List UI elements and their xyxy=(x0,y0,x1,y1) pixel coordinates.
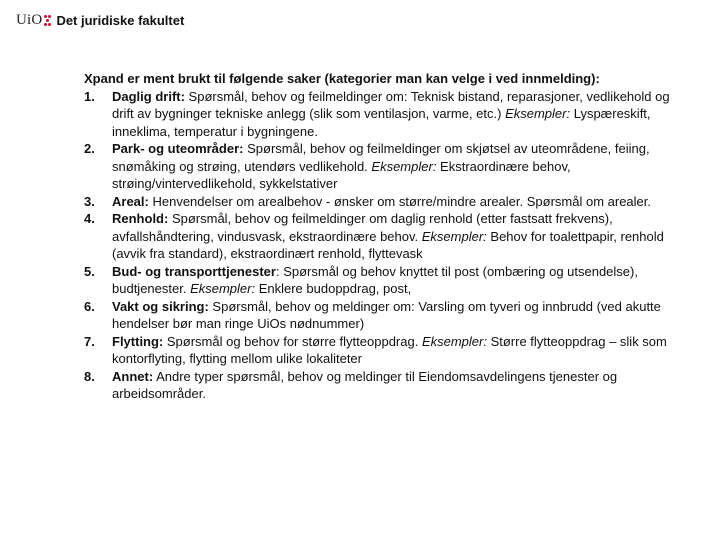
item-example-text: Lyspæreskift, inneklima, temperatur i bygningene. xyxy=(112,106,651,139)
item-example-text: Enklere budoppdrag, post, xyxy=(255,281,412,296)
list-item xyxy=(84,210,684,263)
item-number: 5. xyxy=(84,263,95,279)
item-text: Spørsmål, behov og feilmeldinger om: Teknisk bistand, reparasjoner, vedlikehold og drift av bygninger tekniske anlegg (slik som ventilasjon, varme, etc.) xyxy=(112,88,670,121)
item-example-label: Eksempler: xyxy=(421,228,487,244)
item-term: Renhold: xyxy=(112,211,169,226)
intro-heading: Xpand er ment brukt til følgende saker (kategorier man kan velge i ved innmelding): xyxy=(84,71,600,86)
item-number: 3. xyxy=(84,193,95,209)
item-number: 4. xyxy=(84,211,95,226)
item-term: Park- og uteområder: xyxy=(112,141,244,156)
item-number: 8. xyxy=(84,368,95,384)
item-number: 1. xyxy=(84,88,95,104)
item-number: 6. xyxy=(84,298,95,314)
item-example-label: Eksempler: xyxy=(371,158,437,174)
item-number: 7. xyxy=(84,333,95,349)
item-term: Areal: xyxy=(112,193,149,209)
item-text: Andre typer spørsmål, behov og meldinger til Eiendomsavdelingens tjenester og arbeidsområder. xyxy=(112,368,618,401)
item-text: Spørsmål, behov og feilmeldinger om daglig renhold (etter fastsatt frekvens), avfallshåndtering, vindusvask, ekstraordinære behov. xyxy=(112,211,613,244)
page-header xyxy=(16,11,184,29)
item-example-text: Behov for toalettpapir, renhold (avvik fra standard), ekstraordinært renhold, flyttevask xyxy=(112,228,664,261)
item-text: Henvendelser om arealbehov - ønsker om større/mindre arealer. Spørsmål om arealer. xyxy=(148,193,651,209)
item-text: Spørsmål, behov og feilmeldinger om skjøtsel av uteområdene, feiing, snømåking og strøing, utendørs vedlikehold. xyxy=(112,141,650,174)
item-text: Spørsmål og behov for større flytteoppdrag. xyxy=(163,333,422,349)
item-text: : Spørsmål og behov knyttet til post (ombæring og utsendelse), budtjenester. xyxy=(112,263,638,296)
item-term: Daglig drift: xyxy=(112,88,185,104)
list-item xyxy=(84,88,684,141)
item-term: Vakt og sikring: xyxy=(112,298,209,314)
item-example-label: Eksempler: xyxy=(190,281,256,296)
list-item xyxy=(84,193,684,211)
list-item xyxy=(84,140,684,193)
list-item xyxy=(84,298,684,333)
uio-logo-text: UiO xyxy=(16,11,43,28)
item-number: 2. xyxy=(84,141,95,156)
list-item xyxy=(84,263,684,298)
item-example-label: Eksempler: xyxy=(421,333,487,349)
faculty-name: Det juridiske fakultet xyxy=(56,12,185,28)
document-body xyxy=(84,70,684,403)
item-example-text: Ekstraordinære behov, strøing/vintervedlikehold, sykkelstativer xyxy=(112,158,571,191)
item-term: Annet: xyxy=(112,368,154,384)
list-item xyxy=(84,333,684,368)
category-list xyxy=(84,88,684,403)
item-term: Flytting: xyxy=(112,333,164,349)
item-term: Bud- og transporttjenester xyxy=(112,263,276,279)
item-text: Spørsmål, behov og meldinger om: Varsling om tyveri og innbrudd (ved akutte hendelser bør man ringe UiOs nødnummer) xyxy=(112,298,661,331)
item-example-label: Eksempler: xyxy=(505,106,571,121)
uio-seal-icon xyxy=(44,13,52,27)
item-example-text: Større flytteoppdrag – slik som kontorflyting, flytting mellom ulike lokaliteter xyxy=(112,333,667,366)
list-item xyxy=(84,368,684,403)
